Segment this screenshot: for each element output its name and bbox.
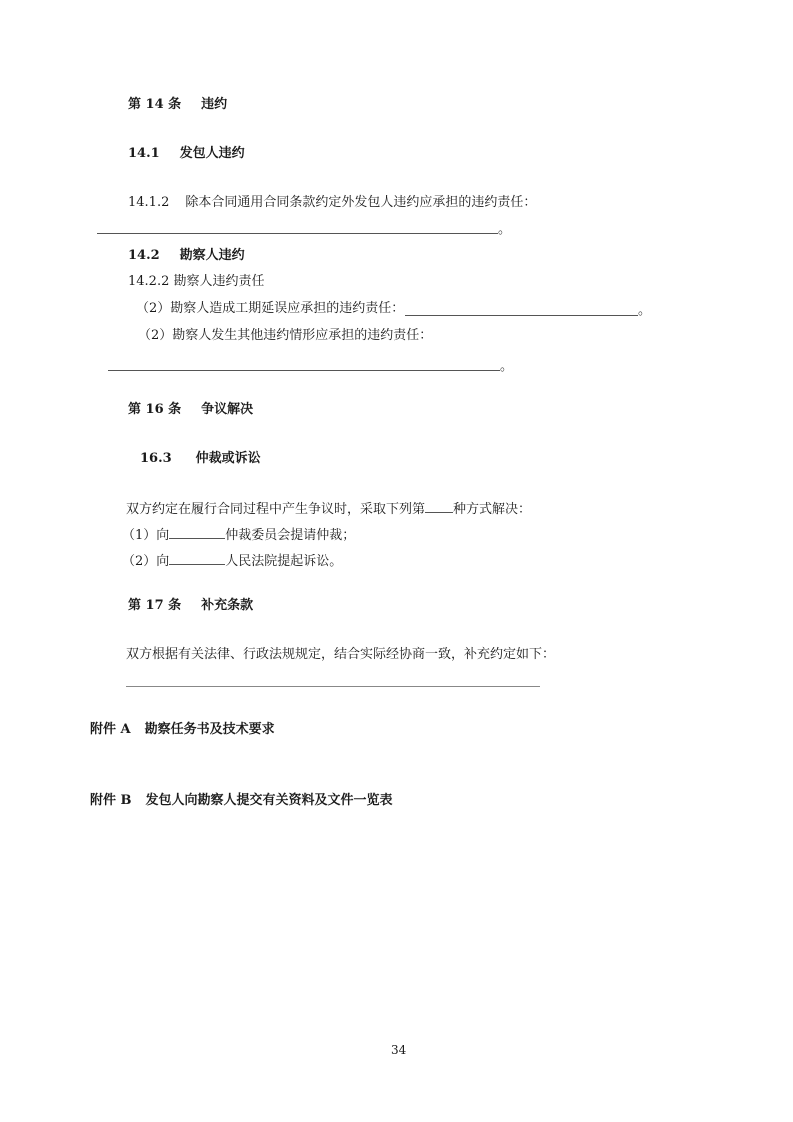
annex-a-heading: [90, 722, 275, 738]
annex-a-title: 勘察任务书及技术要求: [144, 722, 275, 737]
section-14-1-heading: [128, 146, 245, 162]
section-14-1-title: 发包人违约: [179, 146, 245, 161]
section-16-3-heading: [140, 451, 261, 467]
blank-line-14-1-2[interactable]: [97, 233, 498, 234]
dispute-method-sentence: [126, 500, 531, 518]
section-16-3-number: 16.3: [140, 451, 172, 466]
annex-a-number: 附件 A: [90, 722, 131, 737]
supplementary-text: 双方根据有关法律、行政法规规定，结合实际经协商一致，补充约定如下：: [126, 647, 556, 662]
section-16-3-title: 仲裁或诉讼: [195, 451, 261, 466]
page-number: 34: [391, 1043, 407, 1057]
article-17-number: 第 17 条: [128, 598, 182, 613]
item-other-liability-end: 。: [500, 359, 514, 374]
option-1-pre: （1）向: [122, 528, 170, 543]
dispute-method-blank[interactable]: [425, 500, 453, 513]
section-14-2-heading: [128, 248, 245, 264]
blank-line-delay-liability[interactable]: [405, 315, 638, 316]
annex-b-title: 发包人向勘察人提交有关资料及文件一览表: [145, 793, 393, 808]
article-16-heading: [128, 402, 253, 418]
article-16-number: 第 16 条: [128, 402, 182, 417]
annex-b-heading: [90, 793, 393, 809]
court-blank[interactable]: [169, 552, 225, 565]
option-2-pre: （2）向: [122, 554, 170, 569]
dispute-option-litigation: [122, 552, 342, 570]
blank-line-other-liability[interactable]: [108, 370, 500, 371]
dispute-method-pre: 双方约定在履行合同过程中产生争议时，采取下列第: [126, 502, 426, 517]
item-other-liability: （2）勘察人发生其他违约情形应承担的违约责任：: [138, 328, 433, 343]
arbitration-commission-blank[interactable]: [169, 526, 225, 539]
article-14-number: 第 14 条: [128, 97, 182, 112]
clause-14-1-2: [128, 195, 536, 211]
item-delay-liability: （2）勘察人造成工期延误应承担的违约责任：: [136, 301, 405, 316]
clause-14-2-2: 14.2.2 勘察人违约责任: [128, 274, 265, 289]
blank-line-supplementary[interactable]: [126, 686, 540, 687]
article-17-heading: [128, 598, 253, 614]
article-14-title: 违约: [201, 97, 228, 112]
article-14-heading: [128, 97, 227, 113]
dispute-method-post: 种方式解决：: [453, 502, 532, 517]
clause-14-1-2-text: 除本合同通用合同条款约定外发包人违约应承担的违约责任：: [185, 195, 537, 210]
option-1-post: 仲裁委员会提请仲裁；: [225, 528, 356, 543]
clause-14-1-2-number: 14.1.2: [128, 195, 170, 210]
section-14-1-number: 14.1: [128, 146, 160, 161]
clause-14-1-2-end: 。: [498, 222, 512, 237]
annex-b-number: 附件 B: [90, 793, 132, 808]
article-17-title: 补充条款: [201, 598, 254, 613]
item-delay-liability-end: 。: [638, 303, 652, 318]
section-14-2-title: 勘察人违约: [179, 248, 245, 263]
section-14-2-number: 14.2: [128, 248, 160, 263]
article-16-title: 争议解决: [201, 402, 254, 417]
dispute-option-arbitration: [122, 526, 355, 544]
option-2-post: 人民法院提起诉讼。: [225, 554, 343, 569]
